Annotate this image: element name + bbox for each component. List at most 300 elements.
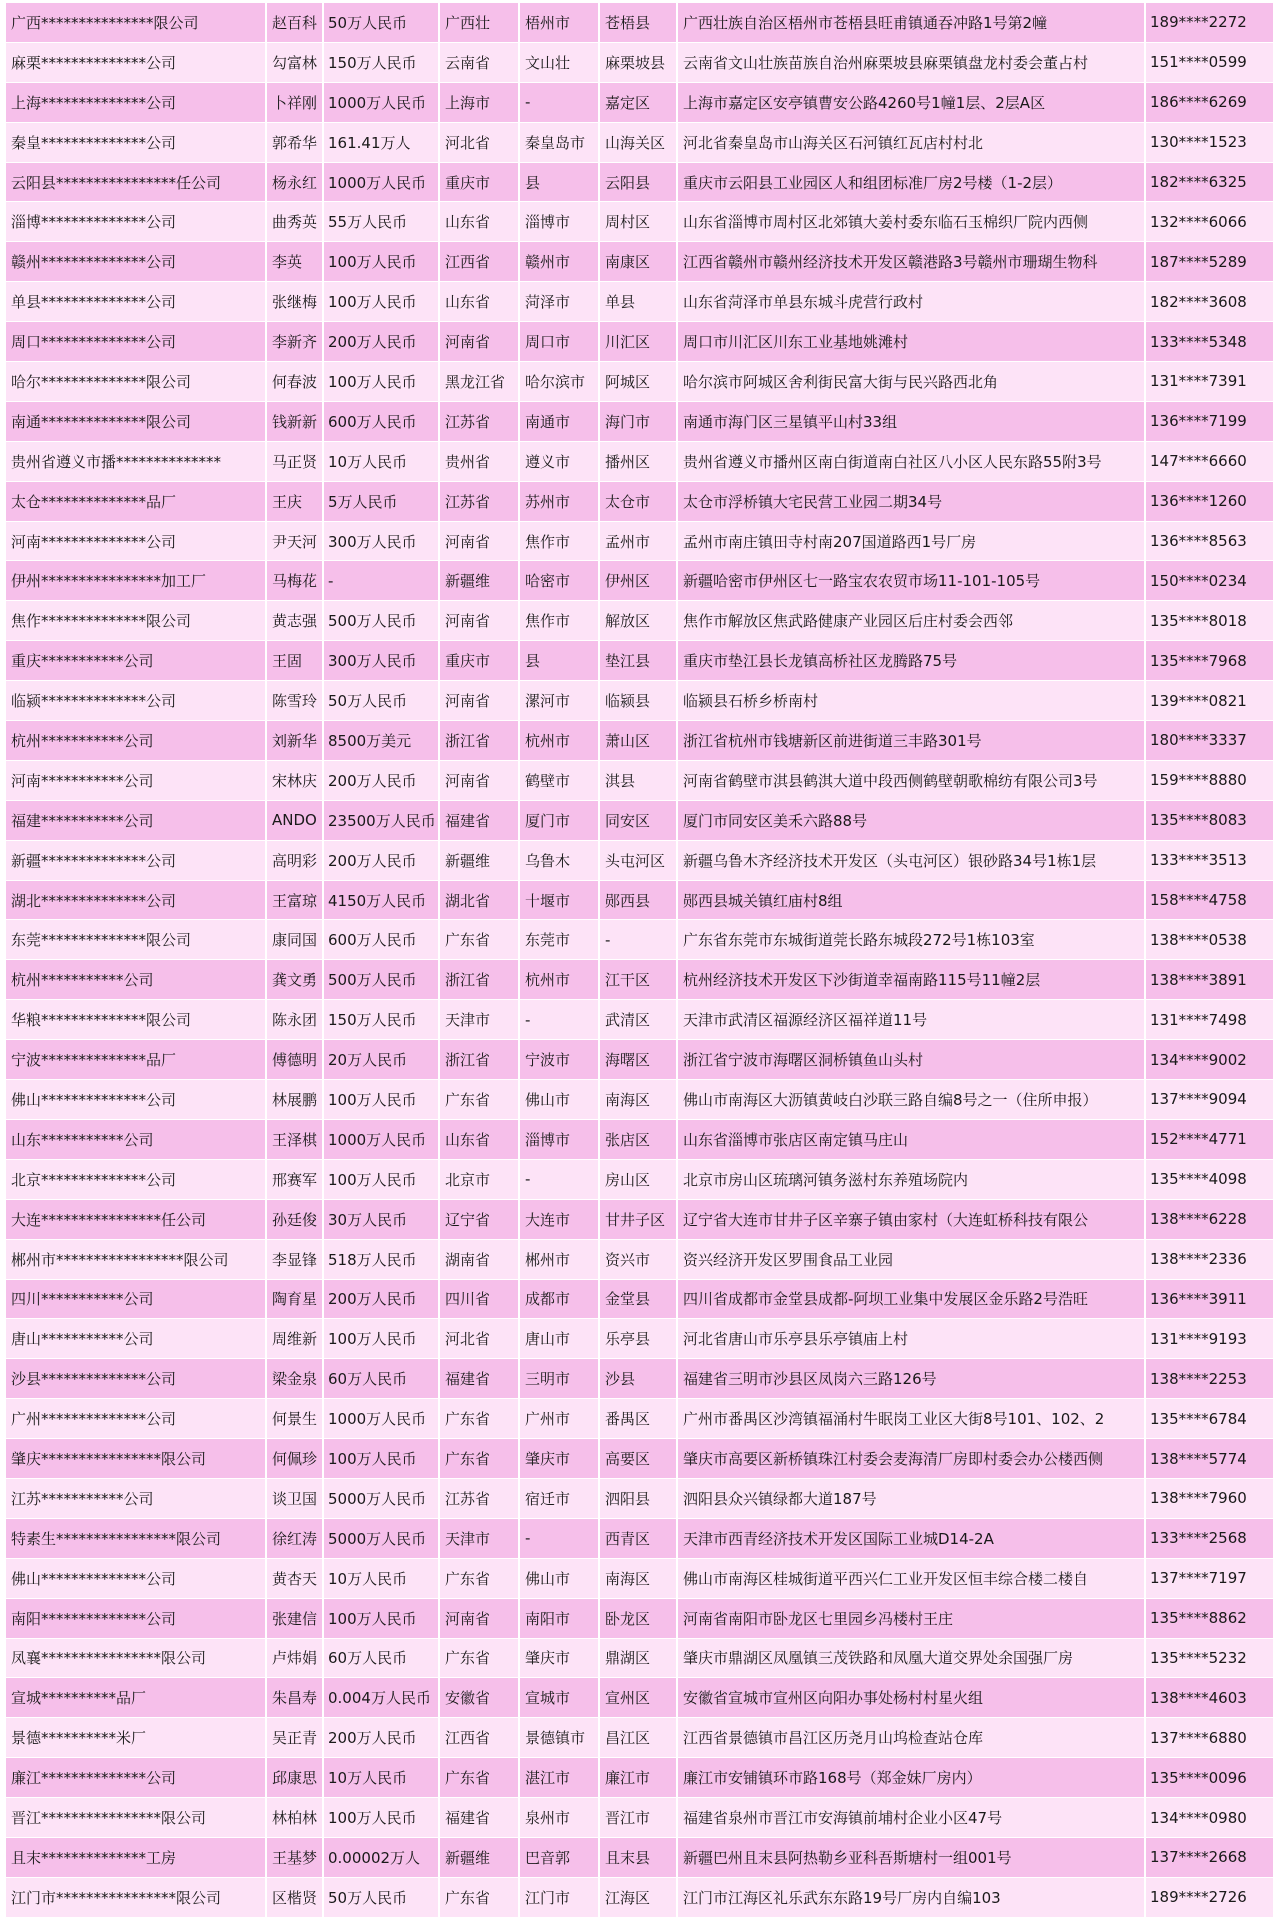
address-cell: 河南省鹤壁市淇县鹤淇大道中段西侧鹤壁朝歌棉纺有限公司3号: [677, 760, 1145, 800]
phone-cell: 136****1260: [1145, 481, 1274, 521]
table-row: [6, 721, 1274, 761]
company-name-cell: 单县**************公司: [6, 282, 266, 322]
address-cell: 重庆市云阳县工业园区人和组团标准厂房2号楼（1-2层）: [677, 162, 1145, 202]
city-cell: 泉州市: [519, 1798, 599, 1838]
district-cell: 播州区: [599, 441, 677, 481]
table-row: [6, 1000, 1274, 1040]
address-cell: 上海市嘉定区安亭镇曹安公路4260号1幢1层、2层A区: [677, 82, 1145, 122]
legal-person-cell: 何春波: [266, 362, 323, 402]
company-name-cell: 淄博**************公司: [6, 202, 266, 242]
district-cell: 苍梧县: [599, 3, 677, 42]
province-cell: 云南省: [439, 42, 519, 82]
legal-person-cell: 谈卫国: [266, 1478, 323, 1518]
registered-capital-cell: 500万人民币: [323, 601, 439, 641]
province-cell: 贵州省: [439, 441, 519, 481]
province-cell: 江西省: [439, 242, 519, 282]
city-cell: 湛江市: [519, 1758, 599, 1798]
phone-cell: 138****2336: [1145, 1239, 1274, 1279]
address-cell: 江门市江海区礼乐武东东路19号厂房内自编103: [677, 1877, 1145, 1917]
table-row: [6, 481, 1274, 521]
phone-cell: 138****4603: [1145, 1678, 1274, 1718]
company-name-cell: 山东***********公司: [6, 1119, 266, 1159]
company-name-cell: 肇庆****************限公司: [6, 1439, 266, 1479]
address-cell: 浙江省宁波市海曙区洞桥镇鱼山头村: [677, 1040, 1145, 1080]
company-name-cell: 秦皇**************公司: [6, 122, 266, 162]
province-cell: 福建省: [439, 1798, 519, 1838]
table-row: [6, 601, 1274, 641]
city-cell: 成都市: [519, 1279, 599, 1319]
registered-capital-cell: 150万人民币: [323, 42, 439, 82]
city-cell: 哈尔滨市: [519, 362, 599, 402]
address-cell: 孟州市南庄镇田寺村南207国道路西1号厂房: [677, 521, 1145, 561]
province-cell: 河南省: [439, 1598, 519, 1638]
province-cell: 浙江省: [439, 721, 519, 761]
district-cell: 资兴市: [599, 1239, 677, 1279]
legal-person-cell: 邱康思: [266, 1758, 323, 1798]
district-cell: 阿城区: [599, 362, 677, 402]
registered-capital-cell: 200万人民币: [323, 322, 439, 362]
province-cell: 河南省: [439, 322, 519, 362]
address-cell: 廉江市安铺镇环市路168号（郑金妹厂房内）: [677, 1758, 1145, 1798]
province-cell: 重庆市: [439, 641, 519, 681]
table-row: [6, 1877, 1274, 1917]
province-cell: 河北省: [439, 122, 519, 162]
company-name-cell: 南通**************限公司: [6, 401, 266, 441]
address-cell: 天津市武清区福源经济区福祥道11号: [677, 1000, 1145, 1040]
registered-capital-cell: 10万人民币: [323, 1558, 439, 1598]
table-row: [6, 521, 1274, 561]
phone-cell: 133****5348: [1145, 322, 1274, 362]
legal-person-cell: 区楷贤: [266, 1877, 323, 1917]
province-cell: 河南省: [439, 681, 519, 721]
province-cell: 河南省: [439, 601, 519, 641]
company-name-cell: 特素生****************限公司: [6, 1518, 266, 1558]
phone-cell: 135****0096: [1145, 1758, 1274, 1798]
company-name-cell: 赣州**************公司: [6, 242, 266, 282]
district-cell: 解放区: [599, 601, 677, 641]
city-cell: 三明市: [519, 1359, 599, 1399]
province-cell: 广东省: [439, 1558, 519, 1598]
phone-cell: 136****7199: [1145, 401, 1274, 441]
district-cell: 泗阳县: [599, 1478, 677, 1518]
address-cell: 郧西县城关镇红庙村8组: [677, 880, 1145, 920]
registered-capital-cell: 300万人民币: [323, 641, 439, 681]
address-cell: 山东省淄博市周村区北郊镇大姜村委东临石玉棉织厂院内西侧: [677, 202, 1145, 242]
phone-cell: 138****0538: [1145, 920, 1274, 960]
registered-capital-cell: 50万人民币: [323, 3, 439, 42]
province-cell: 河北省: [439, 1319, 519, 1359]
district-cell: 鼎湖区: [599, 1638, 677, 1678]
registered-capital-cell: 500万人民币: [323, 960, 439, 1000]
phone-cell: 136****8563: [1145, 521, 1274, 561]
city-cell: 肇庆市: [519, 1439, 599, 1479]
province-cell: 广东省: [439, 1877, 519, 1917]
company-name-cell: 云阳县****************任公司: [6, 162, 266, 202]
table-row: [6, 282, 1274, 322]
city-cell: 鹤壁市: [519, 760, 599, 800]
address-cell: 资兴经济开发区罗围食品工业园: [677, 1239, 1145, 1279]
registered-capital-cell: 10万人民币: [323, 1758, 439, 1798]
city-cell: -: [519, 1000, 599, 1040]
company-name-cell: 福建***********公司: [6, 800, 266, 840]
table-row: [6, 1199, 1274, 1239]
district-cell: 江海区: [599, 1877, 677, 1917]
province-cell: 广东省: [439, 1080, 519, 1120]
city-cell: 景德镇市: [519, 1718, 599, 1758]
registered-capital-cell: 23500万人民币: [323, 800, 439, 840]
district-cell: 乐亭县: [599, 1319, 677, 1359]
legal-person-cell: 梁金泉: [266, 1359, 323, 1399]
registered-capital-cell: 50万人民币: [323, 681, 439, 721]
province-cell: 湖北省: [439, 880, 519, 920]
company-table: [6, 3, 1275, 1918]
province-cell: 福建省: [439, 1359, 519, 1399]
company-name-cell: 河南**************公司: [6, 521, 266, 561]
legal-person-cell: 孙廷俊: [266, 1199, 323, 1239]
address-cell: 新疆乌鲁木齐经济技术开发区（头屯河区）银砂路34号1栋1层: [677, 840, 1145, 880]
legal-person-cell: 林柏林: [266, 1798, 323, 1838]
district-cell: 海曙区: [599, 1040, 677, 1080]
address-cell: 佛山市南海区桂城街道平西兴仁工业开发区恒丰综合楼二楼自: [677, 1558, 1145, 1598]
registered-capital-cell: 100万人民币: [323, 1598, 439, 1638]
company-name-cell: 廉江**************公司: [6, 1758, 266, 1798]
legal-person-cell: 邢赛军: [266, 1159, 323, 1199]
city-cell: 佛山市: [519, 1080, 599, 1120]
province-cell: 辽宁省: [439, 1199, 519, 1239]
address-cell: 天津市西青经济技术开发区国际工业城D14-2A: [677, 1518, 1145, 1558]
company-name-cell: 郴州市*****************限公司: [6, 1239, 266, 1279]
district-cell: 伊州区: [599, 561, 677, 601]
legal-person-cell: 李英: [266, 242, 323, 282]
phone-cell: 186****6269: [1145, 82, 1274, 122]
district-cell: -: [599, 920, 677, 960]
legal-person-cell: 李新齐: [266, 322, 323, 362]
company-name-cell: 上海**************公司: [6, 82, 266, 122]
phone-cell: 182****6325: [1145, 162, 1274, 202]
district-cell: 且末县: [599, 1837, 677, 1877]
company-name-cell: 重庆***********公司: [6, 641, 266, 681]
city-cell: 杭州市: [519, 721, 599, 761]
province-cell: 河南省: [439, 521, 519, 561]
city-cell: 大连市: [519, 1199, 599, 1239]
district-cell: 房山区: [599, 1159, 677, 1199]
phone-cell: 135****8083: [1145, 800, 1274, 840]
city-cell: 苏州市: [519, 481, 599, 521]
city-cell: -: [519, 82, 599, 122]
registered-capital-cell: 5000万人民币: [323, 1478, 439, 1518]
address-cell: 江西省赣州市赣州经济技术开发区赣港路3号赣州市珊瑚生物科: [677, 242, 1145, 282]
province-cell: 湖南省: [439, 1239, 519, 1279]
registered-capital-cell: 200万人民币: [323, 1718, 439, 1758]
phone-cell: 139****0821: [1145, 681, 1274, 721]
registered-capital-cell: 1000万人民币: [323, 1119, 439, 1159]
phone-cell: 137****9094: [1145, 1080, 1274, 1120]
address-cell: 新疆巴州且末县阿热勒乡亚科吾斯塘村一组001号: [677, 1837, 1145, 1877]
table-row: [6, 1080, 1274, 1120]
district-cell: 临颍县: [599, 681, 677, 721]
company-name-cell: 南阳**************公司: [6, 1598, 266, 1638]
city-cell: 哈密市: [519, 561, 599, 601]
phone-cell: 137****6880: [1145, 1718, 1274, 1758]
city-cell: 十堰市: [519, 880, 599, 920]
district-cell: 高要区: [599, 1439, 677, 1479]
legal-person-cell: 康同国: [266, 920, 323, 960]
table-row: [6, 1439, 1274, 1479]
table-row: [6, 960, 1274, 1000]
legal-person-cell: 何佩珍: [266, 1439, 323, 1479]
company-name-cell: 伊州****************加工厂: [6, 561, 266, 601]
address-cell: 北京市房山区琉璃河镇务滋村东养殖场院内: [677, 1159, 1145, 1199]
district-cell: 宣州区: [599, 1678, 677, 1718]
legal-person-cell: 林展鹏: [266, 1080, 323, 1120]
table-body: [6, 3, 1274, 1917]
address-cell: 佛山市南海区大沥镇黄岐白沙联三路自编8号之一（住所申报）: [677, 1080, 1145, 1120]
table-row: [6, 1159, 1274, 1199]
registered-capital-cell: 600万人民币: [323, 401, 439, 441]
registered-capital-cell: 150万人民币: [323, 1000, 439, 1040]
city-cell: 广州市: [519, 1399, 599, 1439]
address-cell: 辽宁省大连市甘井子区辛寨子镇由家村（大连虹桥科技有限公: [677, 1199, 1145, 1239]
company-name-cell: 佛山**************公司: [6, 1080, 266, 1120]
phone-cell: 132****6066: [1145, 202, 1274, 242]
legal-person-cell: 王固: [266, 641, 323, 681]
phone-cell: 189****2272: [1145, 3, 1274, 42]
company-name-cell: 东莞**************限公司: [6, 920, 266, 960]
province-cell: 山东省: [439, 282, 519, 322]
city-cell: 杭州市: [519, 960, 599, 1000]
district-cell: 甘井子区: [599, 1199, 677, 1239]
address-cell: 山东省菏泽市单县东城斗虎营行政村: [677, 282, 1145, 322]
city-cell: 宿迁市: [519, 1478, 599, 1518]
city-cell: 菏泽市: [519, 282, 599, 322]
registered-capital-cell: 200万人民币: [323, 840, 439, 880]
district-cell: 昌江区: [599, 1718, 677, 1758]
company-name-cell: 广州**************公司: [6, 1399, 266, 1439]
company-name-cell: 杭州***********公司: [6, 960, 266, 1000]
registered-capital-cell: 100万人民币: [323, 1319, 439, 1359]
table-row: [6, 122, 1274, 162]
province-cell: 广东省: [439, 1439, 519, 1479]
city-cell: 赣州市: [519, 242, 599, 282]
company-name-cell: 四川***********公司: [6, 1279, 266, 1319]
legal-person-cell: 黄志强: [266, 601, 323, 641]
registered-capital-cell: 55万人民币: [323, 202, 439, 242]
phone-cell: 135****7968: [1145, 641, 1274, 681]
province-cell: 安徽省: [439, 1678, 519, 1718]
city-cell: 淄博市: [519, 1119, 599, 1159]
registered-capital-cell: 1000万人民币: [323, 1399, 439, 1439]
city-cell: 佛山市: [519, 1558, 599, 1598]
district-cell: 周村区: [599, 202, 677, 242]
table-row: [6, 242, 1274, 282]
city-cell: 巴音郭: [519, 1837, 599, 1877]
company-name-cell: 凤襄****************限公司: [6, 1638, 266, 1678]
phone-cell: 135****5232: [1145, 1638, 1274, 1678]
phone-cell: 133****2568: [1145, 1518, 1274, 1558]
city-cell: 县: [519, 162, 599, 202]
district-cell: 晋江市: [599, 1798, 677, 1838]
phone-cell: 135****6784: [1145, 1399, 1274, 1439]
table-row: [6, 202, 1274, 242]
company-name-cell: 太仓**************品厂: [6, 481, 266, 521]
legal-person-cell: 马梅花: [266, 561, 323, 601]
address-cell: 厦门市同安区美禾六路88号: [677, 800, 1145, 840]
address-cell: 河北省秦皇岛市山海关区石河镇红瓦店村村北: [677, 122, 1145, 162]
legal-person-cell: 曲秀英: [266, 202, 323, 242]
phone-cell: 135****8862: [1145, 1598, 1274, 1638]
address-cell: 云南省文山壮族苗族自治州麻栗坡县麻栗镇盘龙村委会董占村: [677, 42, 1145, 82]
legal-person-cell: 卢炜娟: [266, 1638, 323, 1678]
company-name-cell: 沙县**************公司: [6, 1359, 266, 1399]
legal-person-cell: 陈雪玲: [266, 681, 323, 721]
address-cell: 杭州经济技术开发区下沙街道幸福南路115号11幢2层: [677, 960, 1145, 1000]
address-cell: 南通市海门区三星镇平山村33组: [677, 401, 1145, 441]
table-row: [6, 1040, 1274, 1080]
registered-capital-cell: 5000万人民币: [323, 1518, 439, 1558]
table-row: [6, 1678, 1274, 1718]
district-cell: 武清区: [599, 1000, 677, 1040]
address-cell: 河南省南阳市卧龙区七里园乡冯楼村王庄: [677, 1598, 1145, 1638]
company-name-cell: 哈尔**************限公司: [6, 362, 266, 402]
address-cell: 四川省成都市金堂县成都-阿坝工业集中发展区金乐路2号浩旺: [677, 1279, 1145, 1319]
registered-capital-cell: 5万人民币: [323, 481, 439, 521]
registered-capital-cell: 100万人民币: [323, 1439, 439, 1479]
city-cell: 肇庆市: [519, 1638, 599, 1678]
legal-person-cell: 吴正青: [266, 1718, 323, 1758]
legal-person-cell: 张继梅: [266, 282, 323, 322]
city-cell: 宁波市: [519, 1040, 599, 1080]
phone-cell: 189****2726: [1145, 1877, 1274, 1917]
district-cell: 麻栗坡县: [599, 42, 677, 82]
legal-person-cell: 黄杏天: [266, 1558, 323, 1598]
province-cell: 广东省: [439, 920, 519, 960]
address-cell: 太仓市浮桥镇大宅民营工业园二期34号: [677, 481, 1145, 521]
company-name-cell: 临颍**************公司: [6, 681, 266, 721]
table-row: [6, 1119, 1274, 1159]
province-cell: 天津市: [439, 1000, 519, 1040]
city-cell: 焦作市: [519, 601, 599, 641]
table-row: [6, 162, 1274, 202]
phone-cell: 182****3608: [1145, 282, 1274, 322]
legal-person-cell: 陶育星: [266, 1279, 323, 1319]
company-name-cell: 周口**************公司: [6, 322, 266, 362]
city-cell: 淄博市: [519, 202, 599, 242]
address-cell: 广西壮族自治区梧州市苍梧县旺甫镇通吞冲路1号第2幢: [677, 3, 1145, 42]
address-cell: 福建省三明市沙县区凤岗六三路126号: [677, 1359, 1145, 1399]
province-cell: 新疆维: [439, 840, 519, 880]
company-name-cell: 且末**************工房: [6, 1837, 266, 1877]
district-cell: 川汇区: [599, 322, 677, 362]
table-row: [6, 42, 1274, 82]
district-cell: 山海关区: [599, 122, 677, 162]
district-cell: 西青区: [599, 1518, 677, 1558]
district-cell: 淇县: [599, 760, 677, 800]
table-row: [6, 1478, 1274, 1518]
city-cell: 乌鲁木: [519, 840, 599, 880]
city-cell: 漯河市: [519, 681, 599, 721]
table-row: [6, 1718, 1274, 1758]
address-cell: 福建省泉州市晋江市安海镇前埔村企业小区47号: [677, 1798, 1145, 1838]
company-name-cell: 贵州省遵义市播**************: [6, 441, 266, 481]
city-cell: 梧州市: [519, 3, 599, 42]
registered-capital-cell: 200万人民币: [323, 1279, 439, 1319]
city-cell: 唐山市: [519, 1319, 599, 1359]
table-row: [6, 362, 1274, 402]
phone-cell: 131****7391: [1145, 362, 1274, 402]
province-cell: 四川省: [439, 1279, 519, 1319]
registered-capital-cell: 30万人民币: [323, 1199, 439, 1239]
phone-cell: 138****7960: [1145, 1478, 1274, 1518]
address-cell: 焦作市解放区焦武路健康产业园区后庄村委会西邻: [677, 601, 1145, 641]
city-cell: 宣城市: [519, 1678, 599, 1718]
district-cell: 江干区: [599, 960, 677, 1000]
table-row: [6, 800, 1274, 840]
table-row: [6, 561, 1274, 601]
district-cell: 嘉定区: [599, 82, 677, 122]
phone-cell: 130****1523: [1145, 122, 1274, 162]
registered-capital-cell: 100万人民币: [323, 1798, 439, 1838]
company-name-cell: 广西***************限公司: [6, 3, 266, 42]
city-cell: 文山壮: [519, 42, 599, 82]
phone-cell: 137****2668: [1145, 1837, 1274, 1877]
address-cell: 广州市番禺区沙湾镇福涌村牛眠岗工业区大街8号101、102、2: [677, 1399, 1145, 1439]
address-cell: 贵州省遵义市播州区南白街道南白社区八小区人民东路55附3号: [677, 441, 1145, 481]
city-cell: 县: [519, 641, 599, 681]
company-name-cell: 华粮**************限公司: [6, 1000, 266, 1040]
address-cell: 肇庆市鼎湖区凤凰镇三茂铁路和凤凰大道交界处余国强厂房: [677, 1638, 1145, 1678]
registered-capital-cell: 0.004万人民币: [323, 1678, 439, 1718]
legal-person-cell: 龚文勇: [266, 960, 323, 1000]
registered-capital-cell: 161.41万人: [323, 122, 439, 162]
legal-person-cell: 刘新华: [266, 721, 323, 761]
address-cell: 江西省景德镇市昌江区历尧月山坞检查站仓库: [677, 1718, 1145, 1758]
phone-cell: 150****0234: [1145, 561, 1274, 601]
phone-cell: 134****0980: [1145, 1798, 1274, 1838]
province-cell: 山东省: [439, 202, 519, 242]
legal-person-cell: 勾富林: [266, 42, 323, 82]
company-name-cell: 杭州***********公司: [6, 721, 266, 761]
phone-cell: 136****3911: [1145, 1279, 1274, 1319]
registered-capital-cell: 100万人民币: [323, 1159, 439, 1199]
company-name-cell: 河南***********公司: [6, 760, 266, 800]
table-row: [6, 641, 1274, 681]
registered-capital-cell: 10万人民币: [323, 441, 439, 481]
province-cell: 河南省: [439, 760, 519, 800]
registered-capital-cell: 1000万人民币: [323, 162, 439, 202]
legal-person-cell: 马正贤: [266, 441, 323, 481]
district-cell: 南海区: [599, 1080, 677, 1120]
registered-capital-cell: 60万人民币: [323, 1359, 439, 1399]
address-cell: 周口市川汇区川东工业基地姚滩村: [677, 322, 1145, 362]
registered-capital-cell: 4150万人民币: [323, 880, 439, 920]
phone-cell: 133****3513: [1145, 840, 1274, 880]
legal-person-cell: 陈永团: [266, 1000, 323, 1040]
registered-capital-cell: 0.00002万人: [323, 1837, 439, 1877]
company-name-cell: 新疆**************公司: [6, 840, 266, 880]
legal-person-cell: 徐红涛: [266, 1518, 323, 1558]
legal-person-cell: 周维新: [266, 1319, 323, 1359]
province-cell: 广东省: [439, 1638, 519, 1678]
province-cell: 广西壮: [439, 3, 519, 42]
table-row: [6, 681, 1274, 721]
district-cell: 海门市: [599, 401, 677, 441]
address-cell: 广东省东莞市东城街道莞长路东城段272号1栋103室: [677, 920, 1145, 960]
phone-cell: 180****3337: [1145, 721, 1274, 761]
phone-cell: 158****4758: [1145, 880, 1274, 920]
legal-person-cell: ANDO: [266, 800, 323, 840]
table-row: [6, 840, 1274, 880]
legal-person-cell: 王富琼: [266, 880, 323, 920]
